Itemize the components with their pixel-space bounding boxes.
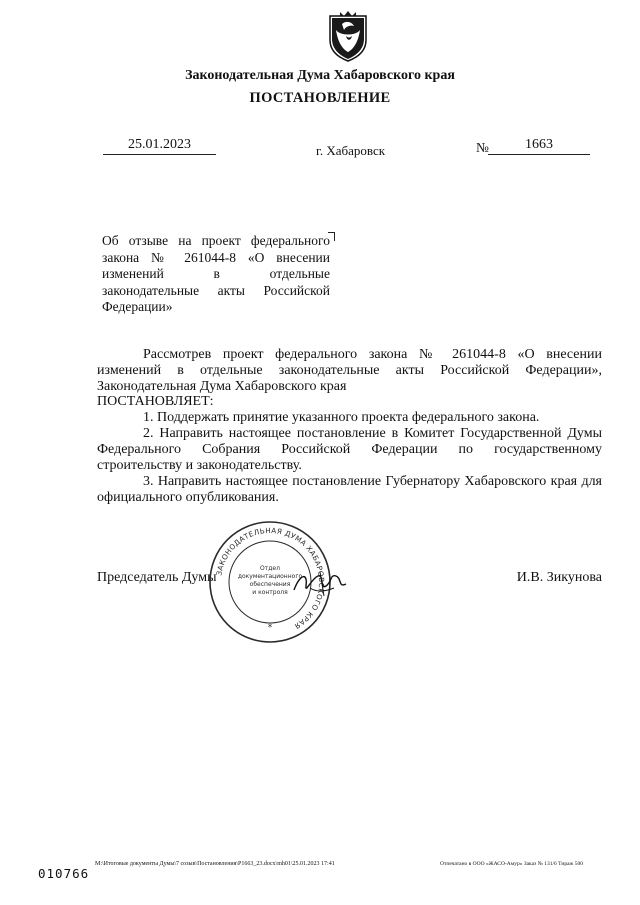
seal-center-line: Отдел — [260, 565, 280, 572]
subject-line: закона № 261044-8 «О внесении — [102, 249, 330, 265]
seal-center-line: обеспечения — [249, 581, 291, 588]
resolution-item-2: 2. Направить настоящее постановление в Комитет Государственной Думы Федерального Собрания Российской Федерации по государственному строительству и законодательству. — [97, 426, 602, 473]
document-type-heading: ПОСТАНОВЛЕНИЕ — [249, 90, 391, 106]
resolution-item-1: 1. Поддержать принятие указанного проекта федерального закона. — [143, 410, 540, 425]
subject-line: законодательные акты Российской — [102, 282, 330, 298]
intro-paragraph: Рассмотрев проект федерального закона № 261044-8 «О внесении изменений в отдельные законодательные акты Российской Федерации», Законодательная Дума Хабаровского края — [97, 347, 602, 394]
handwritten-signature-icon — [290, 568, 350, 598]
document-subject — [102, 233, 330, 316]
signatory-name: И.В. Зикунова — [516, 570, 602, 585]
date-field: 25.01.2023 — [103, 137, 216, 155]
number-sign: № — [476, 140, 489, 155]
document-number: 1663 — [488, 137, 590, 155]
printer-note-footer: Отпечатано в ООО «ЖАСО-Амур» Заказ № 131/6 Тираж 500 — [440, 861, 583, 867]
registration-number: 010766 — [38, 866, 90, 881]
city-label: г. Хабаровск — [316, 143, 386, 158]
seal-center-line: и контроля — [252, 589, 288, 596]
seal-center-line: документационного — [237, 573, 303, 580]
subject-line: изменений в отдельные — [102, 266, 330, 281]
coat-of-arms-icon — [326, 10, 370, 62]
subject-line: Федерации» — [102, 299, 173, 314]
file-path-footer: M:\Итоговые документы Думы\7 созыв\Постановления\Р1663_23.docx\mh01\25.01.2023 17:41 — [95, 861, 335, 867]
signatory-position: Председатель Думы — [97, 570, 217, 585]
subject-line: Об отзыве на проект федерального — [102, 233, 330, 248]
resolves-heading: ПОСТАНОВЛЯЕТ: — [97, 394, 214, 409]
organization-title: Законодательная Дума Хабаровского края — [185, 68, 455, 83]
seal-ring-text: ЗАКОНОДАТЕЛЬНАЯ ДУМА ХАБАРОВСКОГО КРАЯ — [214, 525, 327, 631]
resolution-item-3: 3. Направить настоящее постановление Губернатору Хабаровского края для официального опубликования. — [97, 474, 602, 505]
seal-star: * — [267, 623, 273, 633]
